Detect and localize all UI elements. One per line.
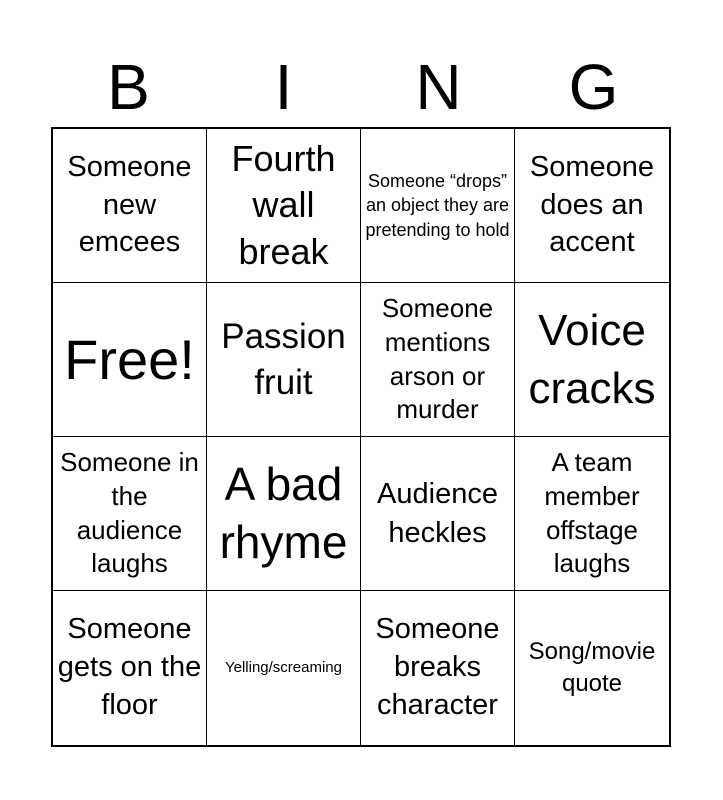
bingo-card-grid bbox=[51, 127, 671, 747]
bingo-cell-r3-c1[interactable] bbox=[53, 437, 207, 591]
bingo-cell-r1-c1[interactable] bbox=[53, 129, 207, 283]
bingo-cell-text: Audience heckles bbox=[377, 477, 498, 549]
bingo-cell-r3-c2[interactable] bbox=[207, 437, 361, 591]
bingo-cell-text: Free! bbox=[64, 327, 195, 391]
bingo-cell-r4-c4[interactable] bbox=[515, 591, 669, 745]
bingo-cell-r3-c4[interactable] bbox=[515, 437, 669, 591]
bingo-cell-r1-c3[interactable] bbox=[361, 129, 515, 283]
header-letter-g: G bbox=[568, 51, 619, 123]
bingo-cell-text: Someone gets on the floor bbox=[57, 613, 202, 721]
bingo-cell-text: A team member offstage laughs bbox=[544, 446, 640, 579]
bingo-cell-r2-c3[interactable] bbox=[361, 283, 515, 437]
bingo-cell-r1-c2[interactable] bbox=[207, 129, 361, 283]
bingo-cell-r2-c2[interactable] bbox=[207, 283, 361, 437]
bingo-cell-r2-c1[interactable] bbox=[53, 283, 207, 437]
bingo-cell-r4-c1[interactable] bbox=[53, 591, 207, 745]
bingo-cell-text: Passion fruit bbox=[221, 317, 346, 402]
bingo-cell-text: Someone breaks character bbox=[375, 613, 500, 721]
bingo-cell-r4-c3[interactable] bbox=[361, 591, 515, 745]
bingo-cell-text: Song/movie quote bbox=[528, 638, 656, 697]
bingo-cell-text: Someone “drops” an object they are pretending to hold bbox=[365, 171, 510, 240]
header-letter-i: I bbox=[274, 51, 293, 123]
bingo-cell-text: Someone does an accent bbox=[529, 150, 655, 259]
bingo-header bbox=[51, 52, 671, 122]
bingo-cell-text: Fourth wall break bbox=[231, 138, 336, 272]
bingo-cell-text: Someone mentions arson or murder bbox=[381, 292, 494, 425]
bingo-cell-r4-c2[interactable] bbox=[207, 591, 361, 745]
bingo-cell-text: Someone in the audience laughs bbox=[60, 446, 199, 579]
bingo-cell-text: Voice cracks bbox=[528, 306, 656, 413]
bingo-cell-text: A bad rhyme bbox=[219, 458, 348, 568]
bingo-cell-r2-c4[interactable] bbox=[515, 283, 669, 437]
bingo-cell-text: Someone new emcees bbox=[67, 150, 192, 259]
header-letter-b: B bbox=[107, 51, 150, 123]
bingo-cell-r3-c3[interactable] bbox=[361, 437, 515, 591]
header-letter-n: N bbox=[415, 51, 462, 123]
bingo-cell-r1-c4[interactable] bbox=[515, 129, 669, 283]
bingo-cell-text: Yelling/screaming bbox=[224, 659, 342, 677]
